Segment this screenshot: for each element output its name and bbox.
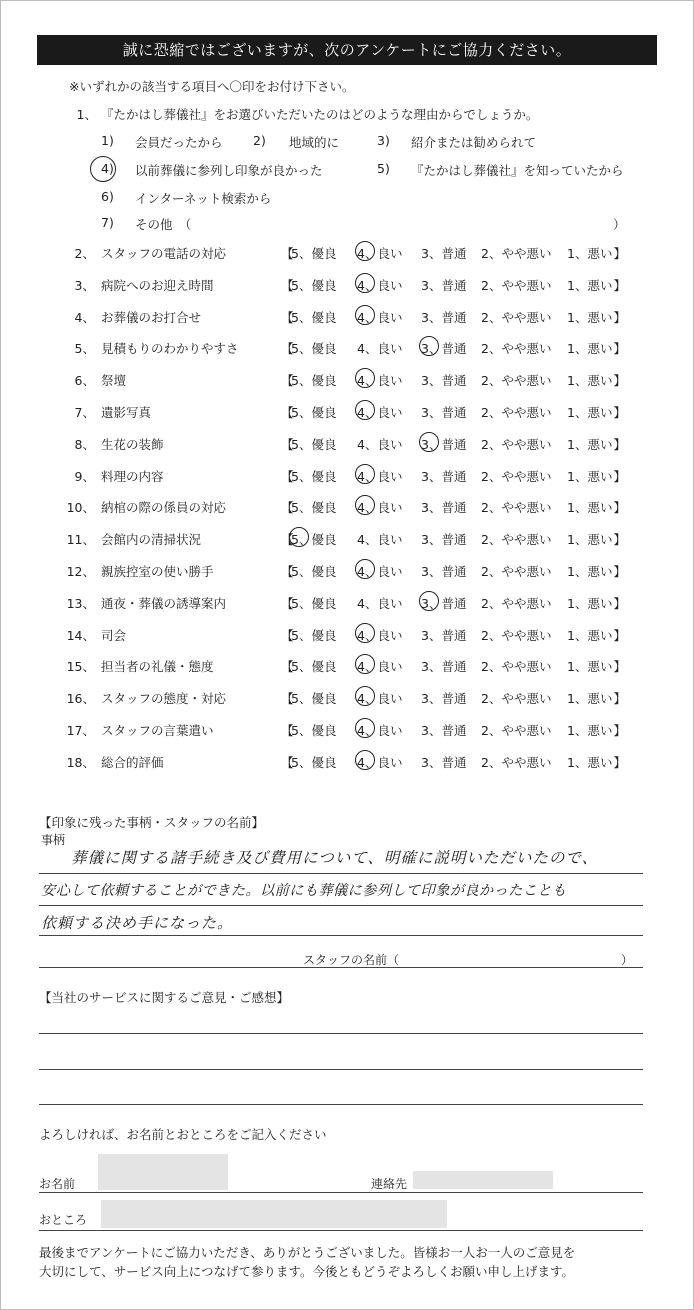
question-label: 司会 — [101, 627, 127, 643]
scale-bracket-open: 【 — [281, 723, 294, 738]
scale-bracket-close: 】 — [613, 468, 626, 484]
rating-option-1[interactable]: 1、悪い — [567, 246, 613, 261]
rating-option-1[interactable]: 1、悪い — [567, 500, 613, 516]
rating-option-4[interactable]: 4、良い — [357, 500, 403, 516]
rating-option-2[interactable]: 2、やや悪い — [481, 436, 552, 452]
selected-circle-mark — [355, 559, 375, 579]
rating-option-3[interactable]: 3、普通 — [421, 246, 467, 261]
question-number: 17、 — [66, 723, 95, 738]
question-label: 通夜・葬儀の誘導案内 — [101, 595, 227, 611]
scale-bracket-close: 】 — [613, 595, 626, 611]
scale-bracket-open: 【 — [281, 595, 294, 611]
question-label: 料理の内容 — [101, 468, 164, 484]
rating-scale — [281, 721, 626, 741]
rating-option-3[interactable]: 3、普通 — [421, 405, 467, 420]
q1-option-6[interactable]: インターネット検索から — [135, 191, 272, 206]
scale-bracket-open: 【 — [281, 309, 294, 325]
rating-option-4[interactable]: 4、良い — [357, 309, 403, 325]
rating-row — [1, 308, 693, 328]
scale-bracket-close: 】 — [613, 723, 626, 738]
scale-bracket-open: 【 — [281, 659, 294, 675]
rating-option-5[interactable]: 5、優良 — [291, 468, 337, 484]
question-number: 8、 — [74, 436, 95, 452]
q1-other-close: ） — [613, 217, 626, 232]
q1-option-2-num: 2) — [253, 133, 266, 148]
question-number: 12、 — [66, 564, 95, 579]
rating-option-5[interactable]: 5、優良 — [291, 500, 337, 516]
rating-option-3[interactable]: 3、普通 — [421, 627, 467, 643]
rating-option-5[interactable]: 5、優良 — [291, 595, 337, 611]
rating-option-4[interactable]: 4、良い — [357, 564, 403, 579]
question-number: 2、 — [74, 246, 95, 261]
rating-option-2[interactable]: 2、やや悪い — [481, 564, 552, 579]
writing-line — [39, 1033, 643, 1034]
rating-option-5[interactable]: 5、優良 — [291, 691, 337, 707]
q1-option-1-num: 1) — [101, 133, 114, 148]
scale-bracket-close: 】 — [613, 659, 626, 675]
rating-scale — [281, 339, 626, 359]
scale-bracket-open: 【 — [281, 500, 294, 516]
rating-option-5[interactable]: 5、優良 — [291, 754, 337, 770]
rating-option-2[interactable]: 2、やや悪い — [481, 754, 552, 770]
selected-circle-mark — [355, 718, 375, 738]
question-label: お葬儀のお打合せ — [101, 309, 202, 325]
rating-option-2[interactable]: 2、やや悪い — [481, 500, 552, 516]
writing-line — [39, 967, 643, 968]
subject-label: 事柄 — [41, 833, 66, 847]
q1-option-3[interactable]: 紹介または勧められて — [411, 135, 537, 150]
rating-option-3[interactable]: 3、普通 — [421, 532, 467, 548]
rating-option-3[interactable]: 3、普通 — [421, 277, 467, 293]
rating-option-4[interactable]: 4、良い — [357, 341, 403, 357]
rating-row — [1, 339, 693, 359]
question-label: 生花の装飾 — [101, 436, 164, 452]
question-label: 見積もりのわかりやすさ — [101, 341, 239, 357]
rating-option-4[interactable]: 4、良い — [357, 532, 403, 548]
rating-row — [1, 753, 693, 773]
question-number: 7、 — [74, 405, 95, 420]
rating-row — [1, 721, 693, 741]
rating-scale — [281, 753, 626, 773]
rating-scale — [281, 308, 626, 328]
rating-option-1[interactable]: 1、悪い — [567, 754, 613, 770]
rating-scale — [281, 467, 626, 487]
writing-line — [39, 1104, 643, 1105]
writing-line — [39, 905, 643, 906]
scale-bracket-open: 【 — [281, 405, 294, 420]
rating-option-3[interactable]: 3、普通 — [421, 341, 467, 357]
rating-scale — [281, 435, 626, 455]
rating-option-1[interactable]: 1、悪い — [567, 405, 613, 420]
handwritten-line-3: 依頼する決め手になった。 — [41, 914, 234, 932]
rating-option-2[interactable]: 2、やや悪い — [481, 468, 552, 484]
rating-option-4[interactable]: 4、良い — [357, 723, 403, 738]
scale-bracket-close: 】 — [613, 691, 626, 707]
question-label: スタッフの電話の対応 — [101, 246, 227, 261]
rating-row — [1, 594, 693, 614]
rating-option-3[interactable]: 3、普通 — [421, 468, 467, 484]
scale-bracket-close: 】 — [613, 405, 626, 420]
rating-row — [1, 276, 693, 296]
scale-bracket-open: 【 — [281, 564, 294, 579]
handwritten-line-1: 葬儀に関する諸手続き及び費用について、明確に説明いただいたので、 — [71, 849, 599, 867]
question-number: 9、 — [74, 468, 95, 484]
scale-bracket-open: 【 — [281, 691, 294, 707]
rating-option-4[interactable]: 4、良い — [357, 754, 403, 770]
rating-scale — [281, 244, 626, 264]
rating-option-5[interactable]: 5、優良 — [291, 405, 337, 420]
address-field-redacted[interactable] — [101, 1200, 447, 1228]
question-number: 14、 — [66, 627, 95, 643]
rating-option-2[interactable]: 2、やや悪い — [481, 659, 552, 675]
selected-circle-mark — [419, 432, 439, 452]
scale-bracket-open: 【 — [281, 341, 294, 357]
rating-row — [1, 371, 693, 391]
impression-section-title: 【印象に残った事柄・スタッフの名前】 — [39, 815, 265, 830]
q1-option-6-num: 6) — [101, 189, 114, 204]
rating-option-3[interactable]: 3、普通 — [421, 723, 467, 738]
question-label: 祭壇 — [101, 373, 127, 389]
rating-scale — [281, 371, 626, 391]
scale-bracket-open: 【 — [281, 468, 294, 484]
scale-bracket-close: 】 — [613, 564, 626, 579]
question-label: スタッフの言葉遣い — [101, 723, 214, 738]
rating-option-2[interactable]: 2、やや悪い — [481, 341, 552, 357]
rating-option-5[interactable]: 5、優良 — [291, 659, 337, 675]
question-number: 6、 — [74, 373, 95, 389]
rating-option-4[interactable]: 4、良い — [357, 468, 403, 484]
phone-field-redacted[interactable] — [413, 1171, 553, 1189]
rating-scale — [281, 498, 626, 518]
rating-option-3[interactable]: 3、普通 — [421, 500, 467, 516]
selected-circle-mark — [355, 623, 375, 643]
rating-option-3[interactable]: 3、普通 — [421, 659, 467, 675]
rating-option-5[interactable]: 5、優良 — [291, 277, 337, 293]
scale-bracket-close: 】 — [613, 277, 626, 293]
rating-row — [1, 626, 693, 646]
rating-option-2[interactable]: 2、やや悪い — [481, 246, 552, 261]
staff-name-close: ） — [621, 953, 634, 967]
rating-option-1[interactable]: 1、悪い — [567, 436, 613, 452]
rating-row — [1, 689, 693, 709]
rating-option-2[interactable]: 2、やや悪い — [481, 723, 552, 738]
rating-option-1[interactable]: 1、悪い — [567, 277, 613, 293]
phone-label: 連絡先 — [371, 1177, 408, 1191]
rating-option-4[interactable]: 4、良い — [357, 277, 403, 293]
rating-option-4[interactable]: 4、良い — [357, 246, 403, 261]
address-label: おところ — [39, 1213, 88, 1227]
name-label: お名前 — [39, 1177, 76, 1191]
rating-option-5[interactable]: 5、優良 — [291, 373, 337, 389]
rating-option-1[interactable]: 1、悪い — [567, 595, 613, 611]
footer-line-1: 最後までアンケートにご協力いただき、ありがとうございました。皆様お一人お一人のご意見を — [39, 1245, 576, 1260]
question-label: 遺影写真 — [101, 405, 152, 420]
footer-line-2: 大切にして、サービス向上につなげて参ります。今後ともどうぞよろしくお願い申し上げます。 — [39, 1264, 575, 1279]
rating-option-1[interactable]: 1、悪い — [567, 659, 613, 675]
rating-option-5[interactable]: 5、優良 — [291, 532, 337, 548]
rating-option-1[interactable]: 1、悪い — [567, 532, 613, 548]
question-number: 10、 — [66, 500, 95, 516]
rating-scale — [281, 657, 626, 677]
rating-scale — [281, 689, 626, 709]
q1-option-4[interactable]: 以前葬儀に参列し印象が良かった — [135, 163, 323, 178]
rating-row — [1, 530, 693, 550]
selected-circle-mark — [419, 591, 439, 611]
rating-option-3[interactable]: 3、普通 — [421, 691, 467, 707]
rating-option-2[interactable]: 2、やや悪い — [481, 691, 552, 707]
writing-line — [39, 1069, 643, 1070]
q1-option-1[interactable]: 会員だったから — [135, 135, 223, 150]
scale-bracket-close: 】 — [613, 754, 626, 770]
scale-bracket-open: 【 — [281, 373, 294, 389]
rating-option-1[interactable]: 1、悪い — [567, 723, 613, 738]
question-number: 13、 — [66, 595, 95, 611]
rating-option-3[interactable]: 3、普通 — [421, 754, 467, 770]
rating-option-4[interactable]: 4、良い — [357, 595, 403, 611]
scale-bracket-open: 【 — [281, 532, 294, 548]
q1-option-7[interactable]: その他 （ — [135, 217, 192, 232]
rating-scale — [281, 530, 626, 550]
rating-option-1[interactable]: 1、悪い — [567, 691, 613, 707]
rating-option-3[interactable]: 3、普通 — [421, 436, 467, 452]
rating-option-2[interactable]: 2、やや悪い — [481, 373, 552, 389]
q1-option-7-num: 7) — [101, 215, 114, 230]
q1-number: 1、 — [76, 107, 97, 122]
q1-option-5[interactable]: 『たかはし葬儀社』を知っていたから — [411, 163, 624, 178]
scale-bracket-open: 【 — [281, 436, 294, 452]
selected-circle-mark — [355, 464, 375, 484]
question-number: 4、 — [74, 309, 95, 325]
question-label: 総合的評価 — [101, 754, 164, 770]
rating-row — [1, 467, 693, 487]
q1-option-3-num: 3) — [377, 133, 390, 148]
scale-bracket-open: 【 — [281, 754, 294, 770]
rating-option-2[interactable]: 2、やや悪い — [481, 532, 552, 548]
rating-row — [1, 498, 693, 518]
scale-bracket-open: 【 — [281, 277, 294, 293]
scale-bracket-close: 】 — [613, 341, 626, 357]
rating-scale — [281, 276, 626, 296]
writing-line — [39, 935, 643, 936]
rating-row — [1, 244, 693, 264]
scale-bracket-close: 】 — [613, 500, 626, 516]
rating-option-5[interactable]: 5、優良 — [291, 627, 337, 643]
scale-bracket-close: 】 — [613, 309, 626, 325]
rating-option-2[interactable]: 2、やや悪い — [481, 595, 552, 611]
rating-option-5[interactable]: 5、優良 — [291, 723, 337, 738]
scale-bracket-open: 【 — [281, 627, 294, 643]
rating-option-2[interactable]: 2、やや悪い — [481, 309, 552, 325]
rating-scale — [281, 626, 626, 646]
q1-text: 『たかはし葬儀社』をお選びいただいたのはどのような理由からでしょうか。 — [101, 107, 539, 122]
question-label: スタッフの態度・対応 — [101, 691, 227, 707]
instruction-note: ※いずれかの該当する項目へ〇印をお付け下さい。 — [69, 79, 355, 94]
selected-circle-mark — [355, 273, 375, 293]
handwritten-line-2: 安心して依頼することができた。以前にも葬儀に参列して印象が良かったことも — [41, 883, 567, 899]
question-label: 担当者の礼儀・態度 — [101, 659, 214, 675]
staff-name-label: スタッフの名前（ — [303, 953, 400, 967]
rating-option-2[interactable]: 2、やや悪い — [481, 627, 552, 643]
rating-option-4[interactable]: 4、良い — [357, 627, 403, 643]
question-label: 納棺の際の係員の対応 — [101, 500, 227, 516]
scale-bracket-close: 】 — [613, 373, 626, 389]
feedback-section-title: 【当社のサービスに関するご意見・ご感想】 — [39, 990, 290, 1005]
writing-line — [39, 873, 643, 874]
rating-option-5[interactable]: 5、優良 — [291, 564, 337, 579]
selected-circle-mark — [355, 750, 375, 770]
rating-scale — [281, 562, 626, 582]
header-banner: 誠に恐縮ではございますが、次のアンケートにご協力ください。 — [37, 35, 657, 65]
question-label: 会館内の清掃状況 — [101, 532, 202, 548]
q1-option-2[interactable]: 地域的に — [289, 135, 340, 150]
q1-option-4-num: 4) — [101, 161, 114, 176]
writing-line — [39, 1192, 643, 1193]
question-number: 5、 — [74, 341, 95, 357]
rating-option-3[interactable]: 3、普通 — [421, 373, 467, 389]
rating-option-3[interactable]: 3、普通 — [421, 564, 467, 579]
rating-option-3[interactable]: 3、普通 — [421, 595, 467, 611]
scale-bracket-close: 】 — [613, 436, 626, 452]
rating-option-4[interactable]: 4、良い — [357, 405, 403, 420]
q1-option-5-num: 5) — [377, 161, 390, 176]
rating-row — [1, 435, 693, 455]
name-field-redacted[interactable] — [98, 1154, 228, 1190]
scale-bracket-open: 【 — [281, 246, 294, 261]
selected-circle-mark — [355, 305, 375, 325]
rating-option-5[interactable]: 5、優良 — [291, 246, 337, 261]
rating-option-4[interactable]: 4、良い — [357, 691, 403, 707]
rating-option-1[interactable]: 1、悪い — [567, 341, 613, 357]
question-number: 16、 — [66, 691, 95, 707]
question-number: 18、 — [66, 754, 95, 770]
rating-option-5[interactable]: 5、優良 — [291, 309, 337, 325]
question-label: 親族控室の使い勝手 — [101, 564, 214, 579]
scale-bracket-close: 】 — [613, 627, 626, 643]
rating-option-1[interactable]: 1、悪い — [567, 309, 613, 325]
question-number: 11、 — [66, 532, 95, 548]
contact-prompt: よろしければ、お名前とおところをご記入ください — [39, 1127, 327, 1142]
question-number: 15、 — [66, 659, 95, 675]
rating-option-2[interactable]: 2、やや悪い — [481, 405, 552, 420]
rating-row — [1, 403, 693, 423]
selected-circle-mark — [355, 241, 375, 261]
rating-option-4[interactable]: 4、良い — [357, 373, 403, 389]
scale-bracket-close: 】 — [613, 246, 626, 261]
question-label: 病院へのお迎え時間 — [101, 277, 214, 293]
writing-line — [39, 1230, 643, 1231]
rating-option-4[interactable]: 4、良い — [357, 436, 403, 452]
scale-bracket-close: 】 — [613, 532, 626, 548]
rating-row — [1, 657, 693, 677]
rating-option-1[interactable]: 1、悪い — [567, 564, 613, 579]
rating-scale — [281, 594, 626, 614]
rating-option-3[interactable]: 3、普通 — [421, 309, 467, 325]
rating-scale — [281, 403, 626, 423]
rating-option-1[interactable]: 1、悪い — [567, 468, 613, 484]
rating-option-5[interactable]: 5、優良 — [291, 436, 337, 452]
rating-option-5[interactable]: 5、優良 — [291, 341, 337, 357]
rating-row — [1, 562, 693, 582]
rating-option-1[interactable]: 1、悪い — [567, 627, 613, 643]
question-number: 3、 — [74, 277, 95, 293]
rating-option-2[interactable]: 2、やや悪い — [481, 277, 552, 293]
rating-option-4[interactable]: 4、良い — [357, 659, 403, 675]
selected-circle-mark — [355, 400, 375, 420]
selected-circle-mark — [90, 156, 116, 182]
rating-option-1[interactable]: 1、悪い — [567, 373, 613, 389]
